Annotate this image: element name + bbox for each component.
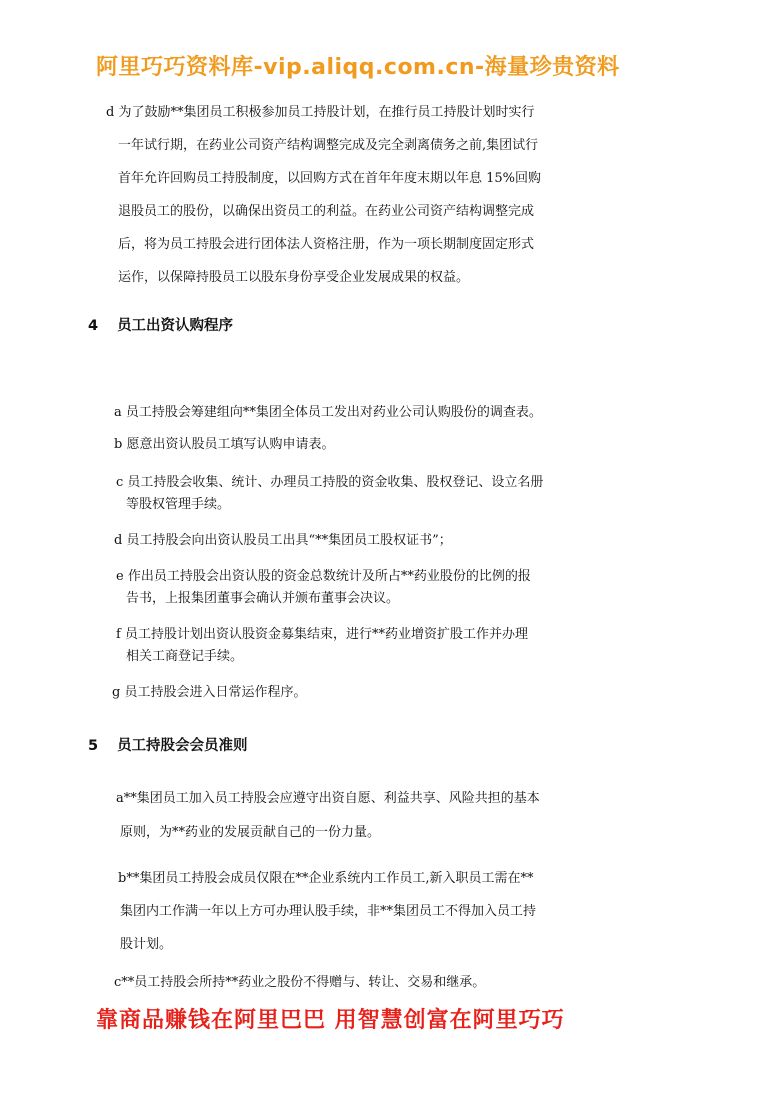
- watermark-banner-bottom: 靠商品赚钱在阿里巴巴 用智慧创富在阿里巧巧: [96, 1008, 565, 1033]
- item-line: f 员工持股计划出资认股资金募集结束，进行**药业增资扩股工作并办理: [116, 627, 528, 642]
- section-4-item-b: [114, 434, 334, 456]
- section-4-item-g: [112, 682, 306, 704]
- section-number: 5: [88, 738, 99, 754]
- section-4-item-f: [116, 624, 528, 668]
- intro-line: 运作，以保障持股员工以股东身份享受企业发展成果的权益。: [118, 270, 470, 285]
- section-title: 员工持股会会员准则: [117, 738, 248, 754]
- intro-line: 首年允许回购员工持股制度，以回购方式在首年年度末期以年息 15%回购: [118, 171, 542, 186]
- item-line: 告书，上报集团董事会确认并颁布董事会决议。: [126, 591, 400, 606]
- item-line: g 员工持股会进入日常运作程序。: [112, 685, 307, 700]
- section-4-item-a: [114, 402, 542, 424]
- item-line: d 员工持股会向出资认股员工出具“**集团员工股权证书”；: [114, 533, 452, 548]
- item-line: c**员工持股会所持**药业之股份不得赠与、转让、交易和继承。: [114, 975, 486, 990]
- section-5-item-c: [114, 972, 485, 994]
- section-5-item-a: [116, 782, 540, 850]
- intro-paragraph: [106, 96, 541, 294]
- item-line: 等股权管理手续。: [126, 497, 231, 512]
- item-line: 集团内工作满一年以上方可办理认股手续，非**集团员工不得加入员工持: [120, 904, 537, 919]
- item-line: 原则，为**药业的发展贡献自己的一份力量。: [120, 825, 381, 840]
- item-line: a 员工持股会筹建组向**集团全体员工发出对药业公司认购股份的调查表。: [114, 405, 542, 420]
- item-line: e 作出员工持股会出资认股的资金总数统计及所占**药业股份的比例的报: [116, 569, 531, 584]
- section-4-item-d: [114, 530, 452, 552]
- section-4-item-e: [116, 566, 531, 610]
- section-number: 4: [88, 318, 99, 334]
- section-5-heading: [88, 734, 248, 755]
- item-line: b 愿意出资认股员工填写认购申请表。: [114, 437, 335, 452]
- section-title: 员工出资认购程序: [117, 318, 234, 334]
- section-5-item-b: [118, 862, 536, 961]
- item-line: 股计划。: [120, 937, 173, 952]
- intro-line: d 为了鼓励**集团员工积极参加员工持股计划，在推行员工持股计划时实行: [106, 105, 535, 120]
- intro-line: 一年试行期，在药业公司资产结构调整完成及完全剥离债务之前,集团试行: [118, 138, 539, 153]
- section-4-item-c: [116, 472, 543, 516]
- watermark-banner-top: 阿里巧巧资料库-vip.aliqq.com.cn-海量珍贵资料: [96, 55, 620, 80]
- intro-line: 退股员工的股份，以确保出资员工的利益。在药业公司资产结构调整完成: [118, 204, 535, 219]
- intro-line: 后，将为员工持股会进行团体法人资格注册，作为一项长期制度固定形式: [118, 237, 535, 252]
- item-line: 相关工商登记手续。: [126, 649, 244, 664]
- section-4-heading: [88, 314, 233, 335]
- item-line: c 员工持股会收集、统计、办理员工持股的资金收集、股权登记、设立名册: [116, 475, 544, 490]
- item-line: a**集团员工加入员工持股会应遵守出资自愿、利益共享、风险共担的基本: [116, 791, 540, 806]
- item-line: b**集团员工持股会成员仅限在**企业系统内工作员工,新入职员工需在**: [118, 871, 534, 886]
